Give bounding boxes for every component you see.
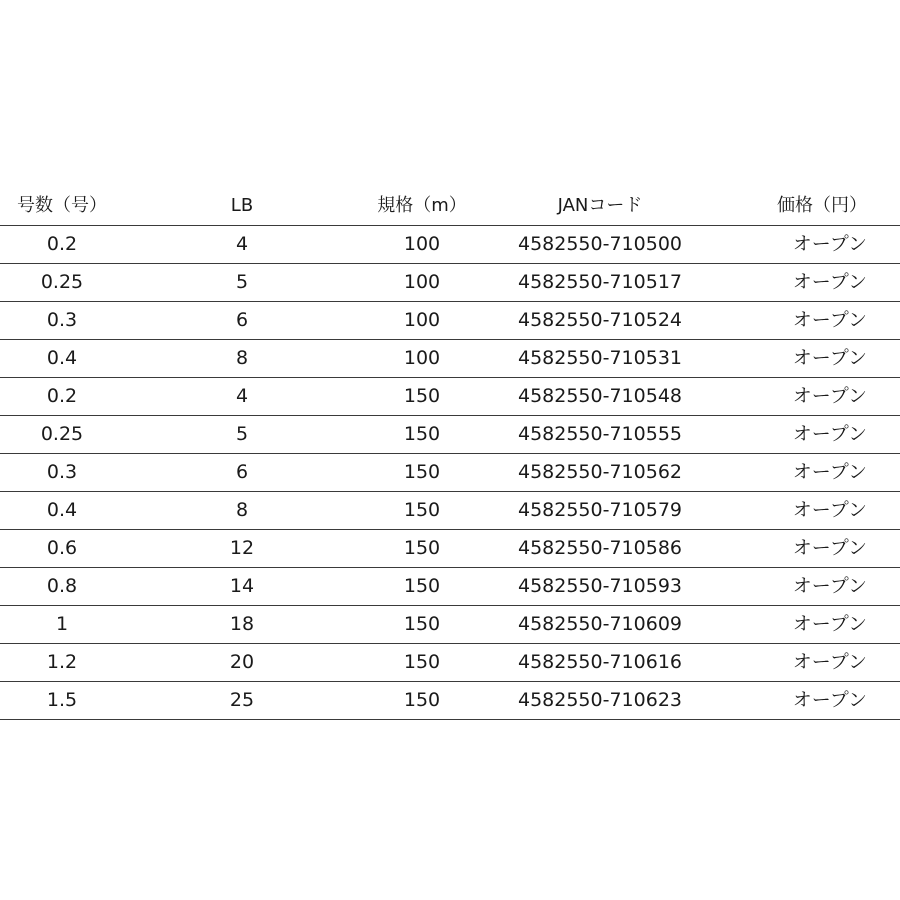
cell-jan: 4582550-710609 (517, 613, 682, 635)
cell-size: 0.25 (40, 271, 84, 293)
cell-length: 150 (403, 423, 441, 445)
cell-price: オープン (792, 575, 867, 597)
table-header-row (0, 187, 900, 226)
cell-size: 0.25 (40, 423, 84, 445)
header-size: 号数（号） (17, 195, 107, 216)
cell-lb: 20 (229, 651, 255, 673)
cell-length: 150 (403, 385, 441, 407)
table-row (0, 416, 900, 454)
cell-size: 0.3 (46, 461, 78, 483)
table-row (0, 492, 900, 530)
cell-length: 150 (403, 613, 441, 635)
cell-size: 1.5 (46, 689, 78, 711)
table-row (0, 378, 900, 416)
cell-size: 1 (55, 613, 69, 635)
table-row (0, 530, 900, 568)
cell-lb: 4 (235, 385, 249, 407)
cell-jan: 4582550-710555 (517, 423, 682, 445)
cell-length: 100 (403, 271, 441, 293)
cell-price: オープン (792, 537, 867, 559)
cell-jan: 4582550-710517 (517, 271, 682, 293)
cell-lb: 14 (229, 575, 255, 597)
cell-jan: 4582550-710531 (517, 347, 682, 369)
header-price: 価格（円） (777, 195, 867, 216)
spec-table (0, 187, 900, 720)
header-jan: JANコード (557, 195, 643, 216)
cell-size: 0.2 (46, 385, 78, 407)
cell-price: オープン (792, 385, 867, 407)
table-row (0, 644, 900, 682)
cell-length: 150 (403, 499, 441, 521)
cell-length: 150 (403, 537, 441, 559)
cell-lb: 4 (235, 233, 249, 255)
cell-length: 100 (403, 347, 441, 369)
cell-price: オープン (792, 233, 867, 255)
cell-length: 100 (403, 309, 441, 331)
header-lb: LB (230, 195, 254, 216)
cell-price: オープン (792, 423, 867, 445)
cell-price: オープン (792, 309, 867, 331)
cell-jan: 4582550-710562 (517, 461, 682, 483)
cell-price: オープン (792, 347, 867, 369)
table-row (0, 226, 900, 264)
cell-length: 150 (403, 689, 441, 711)
table-body (0, 226, 900, 720)
cell-lb: 8 (235, 347, 249, 369)
cell-size: 0.4 (46, 499, 78, 521)
cell-jan: 4582550-710593 (517, 575, 682, 597)
cell-price: オープン (792, 461, 867, 483)
table-row (0, 606, 900, 644)
cell-price: オープン (792, 271, 867, 293)
cell-price: オープン (792, 689, 867, 711)
cell-jan: 4582550-710616 (517, 651, 682, 673)
cell-size: 0.8 (46, 575, 78, 597)
cell-price: オープン (792, 613, 867, 635)
cell-jan: 4582550-710548 (517, 385, 682, 407)
table-row (0, 682, 900, 720)
table-row (0, 340, 900, 378)
cell-size: 0.4 (46, 347, 78, 369)
cell-price: オープン (792, 499, 867, 521)
cell-size: 0.2 (46, 233, 78, 255)
cell-lb: 6 (235, 461, 249, 483)
cell-lb: 6 (235, 309, 249, 331)
cell-jan: 4582550-710623 (517, 689, 682, 711)
cell-length: 150 (403, 651, 441, 673)
cell-lb: 8 (235, 499, 249, 521)
cell-jan: 4582550-710500 (517, 233, 682, 255)
table-row (0, 302, 900, 340)
cell-length: 100 (403, 233, 441, 255)
cell-length: 150 (403, 461, 441, 483)
cell-lb: 25 (229, 689, 255, 711)
cell-jan: 4582550-710579 (517, 499, 682, 521)
cell-lb: 18 (229, 613, 255, 635)
cell-lb: 12 (229, 537, 255, 559)
table-row (0, 568, 900, 606)
table-row (0, 454, 900, 492)
cell-lb: 5 (235, 423, 249, 445)
cell-jan: 4582550-710524 (517, 309, 682, 331)
cell-price: オープン (792, 651, 867, 673)
cell-size: 0.3 (46, 309, 78, 331)
cell-length: 150 (403, 575, 441, 597)
header-length: 規格（m） (377, 195, 467, 216)
cell-jan: 4582550-710586 (517, 537, 682, 559)
cell-size: 0.6 (46, 537, 78, 559)
cell-size: 1.2 (46, 651, 78, 673)
cell-lb: 5 (235, 271, 249, 293)
table-row (0, 264, 900, 302)
